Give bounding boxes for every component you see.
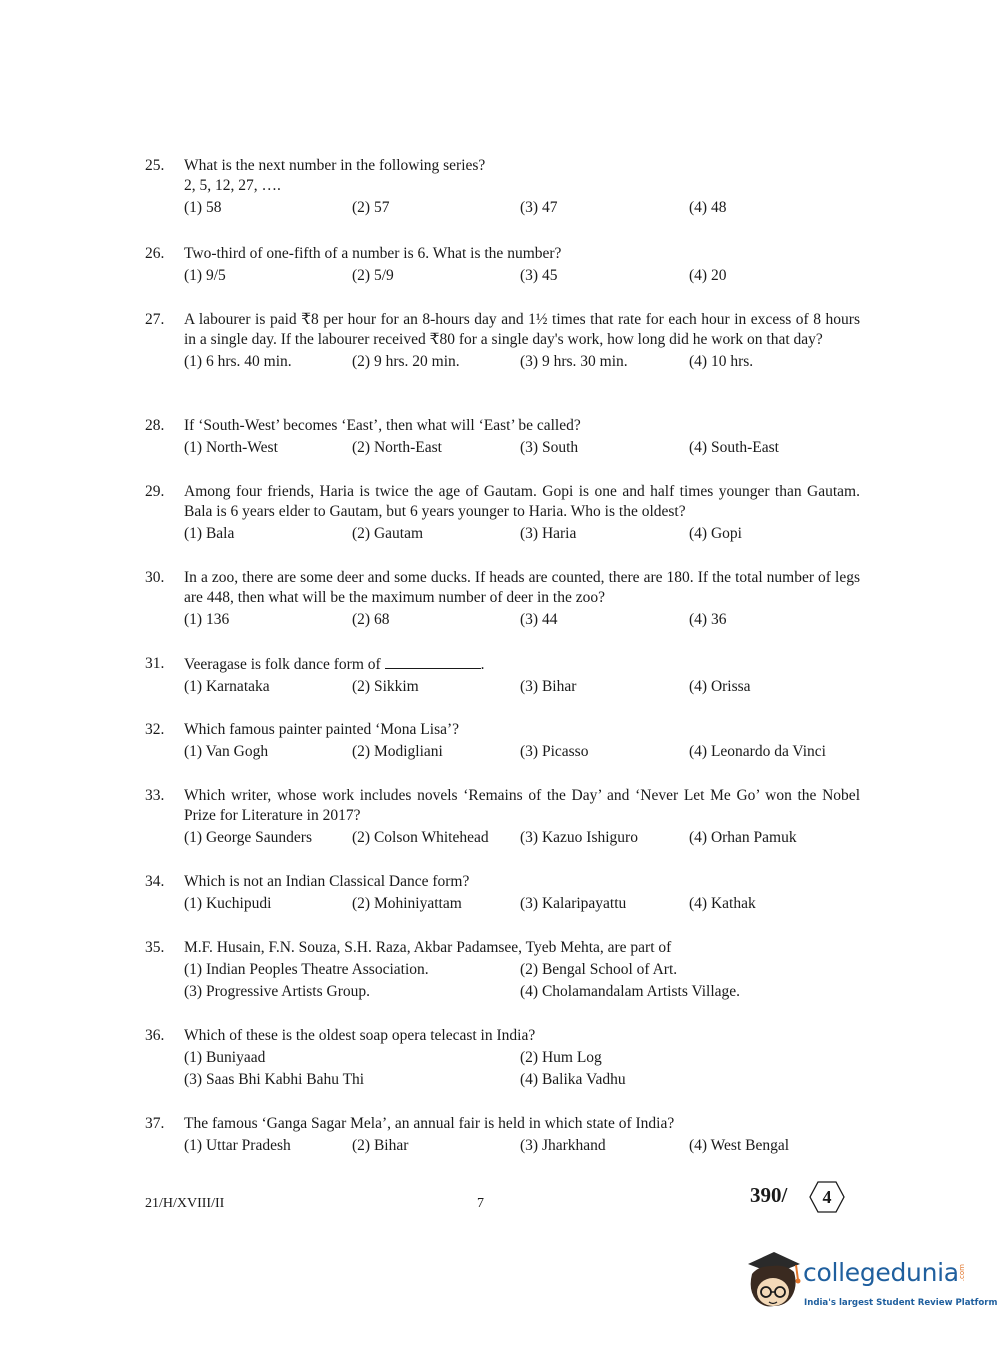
question-number: 25.: [145, 157, 165, 174]
option-2: (2) Bihar: [352, 1137, 409, 1154]
question-text: In a zoo, there are some deer and some ducks. If heads are counted, there are 180. If the total number of legs are 448, then what will be the maximum number of deer in the zoo?: [184, 569, 860, 606]
option-3: (3) Kazuo Ishiguro: [520, 829, 638, 846]
question-26: [145, 244, 860, 288]
question-27: [145, 310, 860, 374]
option-3: (3) Bihar: [520, 678, 577, 695]
question-text: The famous ‘Ganga Sagar Mela’, an annual fair is held in which state of India?: [184, 1115, 675, 1132]
option-3: (3) 45: [520, 267, 558, 284]
question-text: Two-third of one-fifth of a number is 6. What is the number?: [184, 245, 562, 262]
question-32: [145, 720, 860, 764]
question-31: [145, 654, 860, 699]
option-2: (2) 68: [352, 611, 390, 628]
option-1: (1) 136: [184, 611, 230, 628]
question-28: [145, 416, 860, 460]
option-4: (4) West Bengal: [689, 1137, 790, 1154]
brand-tagline: India's largest Student Review Platform: [804, 1298, 998, 1308]
option-2: (2) North-East: [352, 439, 442, 456]
mascot-icon: [742, 1250, 806, 1320]
question-number: 27.: [145, 311, 165, 328]
option-4: (4) Orhan Pamuk: [689, 829, 797, 846]
option-3: (3) Haria: [520, 525, 577, 542]
question-text: Which famous painter painted ‘Mona Lisa’?: [184, 721, 460, 738]
question-text: Which is not an Indian Classical Dance form?: [184, 873, 470, 890]
question-text: What is the next number in the following series?: [184, 157, 486, 174]
option-2: (2) Sikkim: [352, 678, 419, 695]
option-3: (3) 9 hrs. 30 min.: [520, 353, 628, 370]
question-text: M.F. Husain, F.N. Souza, S.H. Raza, Akbar Padamsee, Tyeb Mehta, are part of: [184, 939, 672, 956]
question-25: [145, 156, 860, 220]
question-text-line: Veeragase is folk dance form of .: [184, 656, 485, 673]
question-number: 37.: [145, 1115, 165, 1132]
option-4: (4) 10 hrs.: [689, 353, 754, 370]
question-33: [145, 786, 860, 850]
option-3: (3) Kalaripayattu: [520, 895, 627, 912]
question-30: [145, 568, 860, 632]
option-2: (2) Modigliani: [352, 743, 443, 760]
question-number: 32.: [145, 721, 165, 738]
question-number: 26.: [145, 245, 165, 262]
option-4: (4) Leonardo da Vinci: [689, 743, 826, 760]
question-number: 31.: [145, 655, 165, 672]
option-1: (1) Uttar Pradesh: [184, 1137, 291, 1154]
question-35: [145, 938, 860, 1004]
option-4: (4) South-East: [689, 439, 779, 456]
option-1: (1) Van Gogh: [184, 743, 269, 760]
option-4: (4) Balika Vadhu: [520, 1071, 626, 1088]
option-3: (3) 44: [520, 611, 558, 628]
option-3: (3) Picasso: [520, 743, 589, 760]
option-2: (2) 57: [352, 199, 390, 216]
option-3: (3) Jharkhand: [520, 1137, 606, 1154]
question-34: [145, 872, 860, 916]
option-3: (3) Progressive Artists Group.: [184, 983, 370, 1000]
question-text: Which of these is the oldest soap opera telecast in India?: [184, 1027, 536, 1044]
question-text: Among four friends, Haria is twice the age of Gautam. Gopi is one and half times younger than Gautam. Bala is 6 years elder to Gautam, but 6 years younger to Haria. Who is the oldest?: [184, 483, 860, 520]
option-1: (1) Kuchipudi: [184, 895, 272, 912]
option-3: (3) Saas Bhi Kabhi Bahu Thi: [184, 1071, 365, 1088]
page-number: 7: [477, 1196, 484, 1211]
fill-in-blank: [385, 654, 481, 669]
set-code: 390/: [750, 1183, 788, 1207]
question-text: If ‘South-West’ becomes ‘East’, then what will ‘East’ be called?: [184, 417, 581, 434]
option-3: (3) South: [520, 439, 579, 456]
option-2: (2) Bengal School of Art.: [520, 961, 678, 978]
set-number: 4: [822, 1187, 832, 1207]
option-4: (4) Orissa: [689, 678, 751, 695]
question-text: Veeragase is folk dance form of: [184, 656, 381, 673]
question-number: 30.: [145, 569, 165, 586]
option-1: (1) 6 hrs. 40 min.: [184, 353, 292, 370]
option-1: (1) Karnataka: [184, 678, 270, 695]
option-4: (4) Gopi: [689, 525, 742, 542]
option-1: (1) Bala: [184, 525, 235, 542]
question-29: [145, 482, 860, 546]
question-36: [145, 1026, 860, 1092]
option-4: (4) 36: [689, 611, 727, 628]
set-number-hexagon: [808, 1180, 846, 1214]
option-4: (4) Cholamandalam Artists Village.: [520, 983, 741, 1000]
option-1: (1) 9/5: [184, 267, 226, 284]
option-2: (2) Mohiniyattam: [352, 895, 462, 912]
option-4: (4) 20: [689, 267, 727, 284]
option-1: (1) 58: [184, 199, 222, 216]
question-number: 28.: [145, 417, 165, 434]
question-number: 33.: [145, 787, 165, 804]
option-2: (2) 9 hrs. 20 min.: [352, 353, 460, 370]
option-1: (1) George Saunders: [184, 829, 312, 846]
brand-name: collegedunia: [803, 1258, 959, 1287]
option-3: (3) 47: [520, 199, 558, 216]
option-1: (1) Indian Peoples Theatre Association.: [184, 961, 429, 978]
option-4: (4) 48: [689, 199, 727, 216]
hexagon-icon: [808, 1180, 846, 1214]
question-number: 34.: [145, 873, 165, 890]
option-2: (2) Hum Log: [520, 1049, 602, 1066]
paper-code: 21/H/XVIII/II: [145, 1196, 225, 1211]
option-2: (2) 5/9: [352, 267, 394, 284]
question-text: Which writer, whose work includes novels ‘Remains of the Day’ and ‘Never Let Me Go’ won the Nobel Prize for Literature in 2017?: [184, 787, 860, 824]
question-number: 35.: [145, 939, 165, 956]
question-series: 2, 5, 12, 27, ….: [184, 177, 281, 194]
option-1: (1) North-West: [184, 439, 278, 456]
option-1: (1) Buniyaad: [184, 1049, 266, 1066]
question-number: 29.: [145, 483, 165, 500]
brand-suffix: .com: [958, 1264, 966, 1282]
question-number: 36.: [145, 1027, 165, 1044]
question-37: [145, 1114, 860, 1158]
option-4: (4) Kathak: [689, 895, 756, 912]
question-text: A labourer is paid ₹8 per hour for an 8-hours day and 1½ times that rate for each hour in excess of 8 hours in a single day. If the labourer received ₹80 for a single day's work, how long did he work on that day?: [184, 311, 860, 348]
option-2: (2) Gautam: [352, 525, 424, 542]
option-2: (2) Colson Whitehead: [352, 829, 489, 846]
